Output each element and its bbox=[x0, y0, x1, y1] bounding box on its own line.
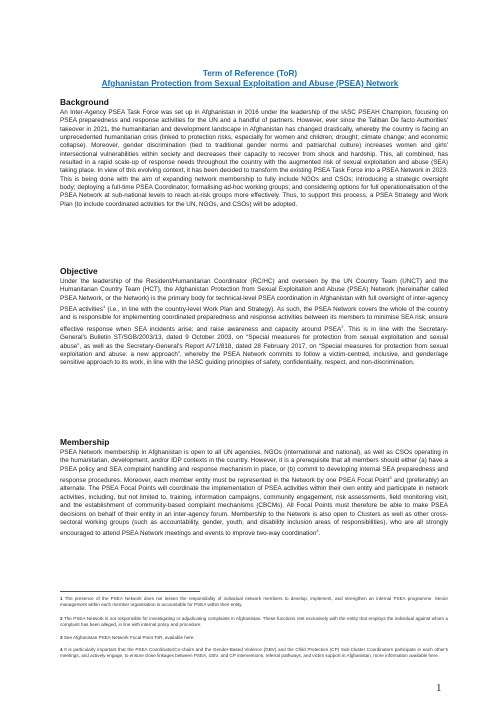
membership-text-part: and (preferably) an alternate. The PSEA Focal Points will coordinate the implementation of PSEA activities within their own entity and participate in network activities, including, but not limited to, training, information campaigns, community engagement, risk assessments, field monitoring visit, and the establishment of community-based complaint mechanisms (CBCMs). All Focal Points must therefore be able to make PSEA decisions on behalf of their entity in an inter-agency forum. Membership to the Network is also open to Clusters as well as other cross-sectoral working groups (such as accountability, gender, youth, and disability inclusion areas of responsibilities), who are all strongly encouraged to attend PSEA Network meetings and events to improve two-way coordination bbox=[60, 477, 448, 538]
footnote-ref[interactable]: 3 bbox=[389, 475, 392, 481]
section-heading-objective: Objective bbox=[60, 266, 98, 276]
footnote-text[interactable]: It is particularly important that the PSEA Coordinator/Co-chairs and the Gender-Based Violence (GBV) and the Child Protection (CP) Sub-Cluster Coordinators participate in each other's meetings, and actively engage, to ensure close linkages between PSEA, GBV, and CP interventions, referral pathways, and victim support in Afghanistan, more information available here. bbox=[60, 647, 449, 659]
footnote-text: The presence of the PSEA Network does not lessen the responsibility of individual network members to develop, implement, and strengthen an internal PSEA programme. Senior management within each member organisation is accountable for PSEA within their entity. bbox=[60, 596, 448, 608]
membership-text-part: . bbox=[318, 530, 321, 538]
objective-text-part: . This is in line with the Secretary-General's Bulletin ST/SGB/2003/13, dated 9 October 2003, on “Special measures for protection from sexual exploitation and sexual abuse”, as well as the Secretary-General's Report A/71/818, dated 28 February 2017, on “Special measures for protection from sexual exploitation and abuse: a new approach”, whereby the PSEA Network commits to follow a victim-centred, inclusive, and gender/age sensitive approach to its work, in line with the IASC guiding principles of safety, confidentiality, respect, and non-discrimination. bbox=[60, 325, 448, 367]
document-subtitle: Afghanistan Protection from Sexual Exploitation and Abuse (PSEA) Network bbox=[101, 79, 399, 88]
footnote-ref[interactable]: 1 bbox=[103, 304, 106, 310]
section-text-objective bbox=[60, 278, 448, 368]
section-heading-membership: Membership bbox=[60, 437, 110, 447]
section-heading-background: Background bbox=[60, 97, 109, 107]
footnote bbox=[60, 647, 448, 660]
footnote bbox=[60, 616, 448, 629]
membership-text-part: PSEA Network membership in Afghanistan is open to all UN agencies, NGOs (international and national), as well as CSOs operating in the humanitarian, development, and/or IDP contexts in the country. However, it is a prerequisite that all members should either (a) have a PSEA policy and SEA complaint handling and response mechanism in place, or (b) commit to developing internal SEA preparedness and response procedures. Moreover, each member entity must be represented in the Network by one PSEA Focal Point bbox=[60, 449, 448, 485]
objective-text-part: (i.e., in line with the country-level Work Plan and Strategy). As such, the PSEA Network covers the whole of the country and is responsible for implementing coordinated preparedness and response activities between its members to minimise SEA risk; ensure effective response when SEA incidents arise; and raise awareness and capacity around PSEA bbox=[60, 306, 448, 333]
footnote-number: 4 bbox=[60, 647, 63, 652]
footnote bbox=[60, 635, 448, 641]
section-text-membership bbox=[60, 449, 448, 539]
document-title: Term of Reference (ToR) bbox=[202, 69, 298, 78]
section-text-background: An Inter-Agency PSEA Task Force was set up in Afghanistan in 2016 under the leadership of the IASC PSEAH Champion, focusing on PSEA preparedness and response activities for the UN and a handful of partners. However, ever since the Taliban De facto Authorities' takeover in 2021, the humanitarian and development landscape in Afghanistan has changed drastically, whereby the country is facing an unprecedented humanitarian crisis (linked to protection risks, especially for women and children; drought; climate change; and economic collapse). Moreover, gender discrimination (tied to traditional gender norms and patriarchal culture) increases women and girls' intersectional vulnerabilities within society and decreases their capacity to recover from shock and hardship. This, all combined, has resulted in a rapid scale-up of response needs throughout the country with the augmented risk of sexual exploitation and abuse (SEA) taking place. In view of this evolving context, it has been decided to transform the existing PSEA Task Force into a PSEA Network in 2023. This is being done with the aim of expanding network membership to fully include NGOs and CSOs; introducing a strategic oversight body; deploying a full-time PSEA Coordinator; formalising ad-hoc working groups; and considering options for full operationalisation of the PSEA Network at sub-national levels to reach at-risk groups more effectively. Thus, to support this process, a PSEA Strategy and Work Plan (to include coordinated activities for the UN, NGOs, and CSOs) will be adopted. bbox=[60, 109, 448, 208]
footnote-text[interactable]: See Afghanistan PSEA Network Focal Point ToR, available here. bbox=[63, 635, 195, 640]
footnote-text: The PSEA Network is not responsible for investigating or adjudicating complaints in Afghanistan. These functions rest exclusively with the entity that employs the individual against whom a complaint has been alleged, in line with internal policy and procedure. bbox=[60, 616, 448, 628]
footnote bbox=[60, 596, 448, 609]
footnote-ref[interactable]: 4 bbox=[316, 528, 319, 534]
objective-text-part: Under the leadership of the Resident/Humanitarian Coordinator (RC/HC) and overseen by the UN Country Team (UNCT) and the Humanitarian Country Team (HCT), the Afghanistan Protection from Sexual Exploitation and Abuse (PSEA) Network (hereinafter called PSEA Network, or the Network) is the primary body for technical-level PSEA coordination in Afghanistan with full oversight of inter-agency PSEA activities bbox=[60, 278, 448, 314]
footnote-number: 3 bbox=[60, 635, 63, 640]
footnote-ref[interactable]: 2 bbox=[341, 323, 344, 329]
footnote-number: 2 bbox=[60, 616, 63, 621]
footnote-number: 1 bbox=[60, 596, 63, 601]
page-number: 1 bbox=[436, 682, 442, 694]
footnote-divider bbox=[60, 591, 200, 592]
